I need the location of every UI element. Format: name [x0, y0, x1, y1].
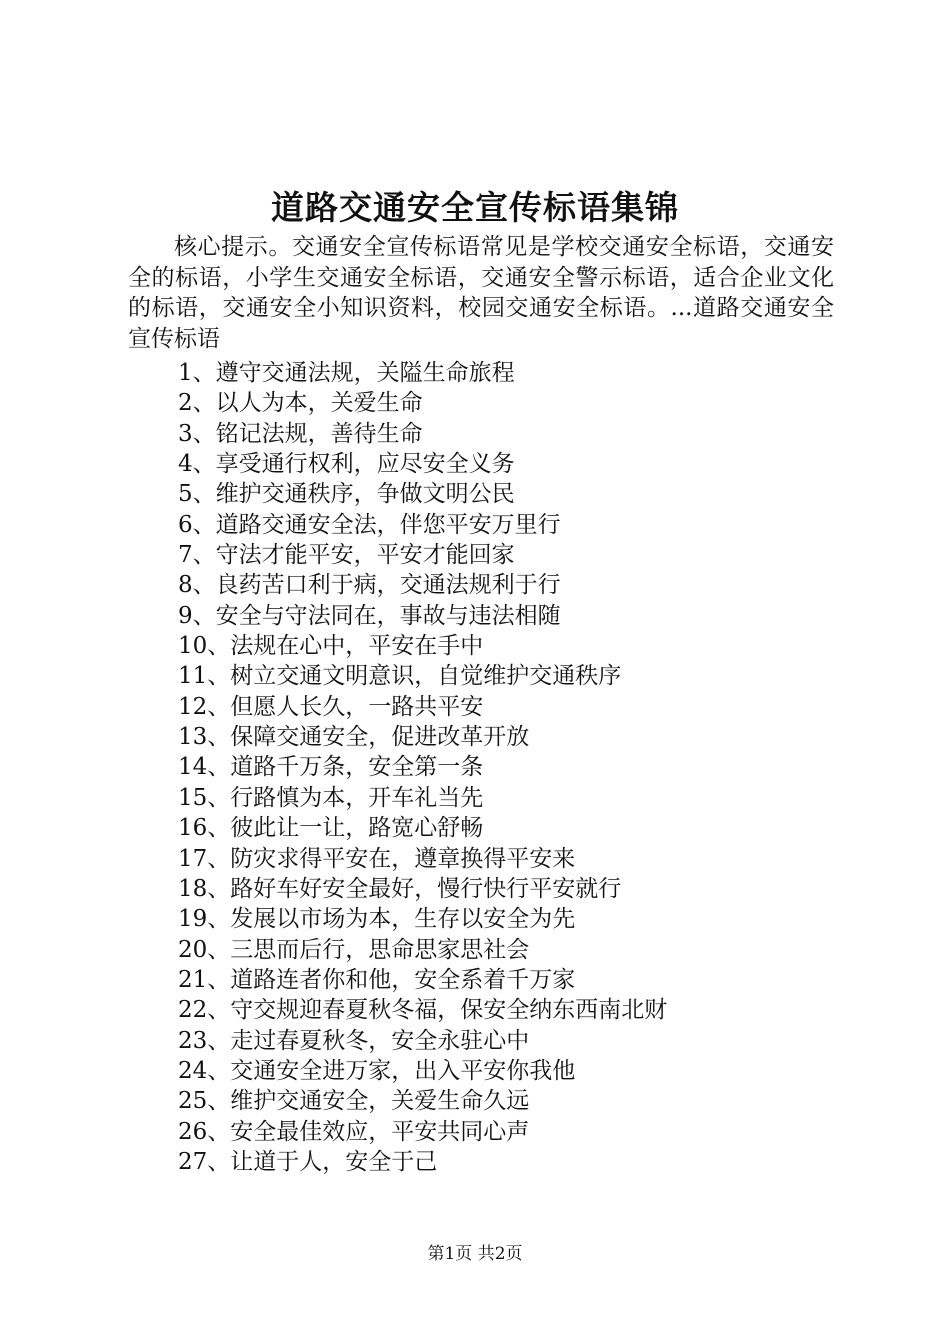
list-item: 18、路好车好安全最好，慢行快行平安就行	[178, 875, 622, 902]
list-item: 22、守交规迎春夏秋冬福，保安全纳东西南北财	[178, 997, 668, 1024]
list-item: 12、但愿人长久，一路共平安	[178, 693, 484, 720]
list-item: 5、维护交通秩序，争做文明公民	[178, 481, 515, 508]
slogan-list	[178, 358, 858, 1177]
list-item: 21、道路连者你和他，安全系着千万家	[178, 966, 576, 993]
list-item: 9、安全与守法同在，事故与违法相随	[178, 602, 561, 629]
list-item: 23、走过春夏秋冬，安全永驻心中	[178, 1027, 530, 1054]
list-item: 11、树立交通文明意识，自觉维护交通秩序	[178, 663, 622, 690]
list-item: 20、三思而后行，思命思家思社会	[178, 936, 530, 963]
page-footer: 第1页 共2页	[427, 1244, 523, 1264]
list-item: 14、道路千万条，安全第一条	[178, 754, 484, 781]
list-item: 19、发展以市场为本，生存以安全为先	[178, 906, 576, 933]
list-item: 24、交通安全进万家，出入平安你我他	[178, 1057, 576, 1084]
list-item: 25、维护交通安全，关爱生命久远	[178, 1088, 530, 1115]
list-item: 6、道路交通安全法，伴您平安万里行	[178, 511, 561, 538]
intro-paragraph: 核心提示。交通安全宣传标语常见是学校交通安全标语，交通安全的标语，小学生交通安全标语，交通安全警示标语，适合企业文化的标语，交通安全小知识资料，校园交通安全标语。...道路交通安全宣传标语	[128, 234, 834, 352]
list-item: 1、遵守交通法规，关隘生命旅程	[178, 360, 515, 386]
list-item: 3、铭记法规，善待生命	[178, 420, 423, 447]
list-item: 15、行路慎为本，开车礼当先	[178, 784, 484, 811]
list-item: 10、法规在心中，平安在手中	[178, 633, 484, 660]
list-item: 4、享受通行权利，应尽安全义务	[178, 451, 515, 478]
document-title: 道路交通安全宣传标语集锦	[271, 188, 679, 227]
list-item: 8、良药苦口利于病，交通法规利于行	[178, 572, 561, 599]
list-item: 26、安全最佳效应，平安共同心声	[178, 1118, 530, 1145]
list-item: 2、以人为本，关爱生命	[178, 390, 423, 417]
list-item: 17、防灾求得平安在，遵章换得平安来	[178, 845, 576, 872]
list-item: 7、守法才能平安，平安才能回家	[178, 542, 515, 569]
list-item: 16、彼此让一让，路宽心舒畅	[178, 815, 484, 842]
list-item: 13、保障交通安全，促进改革开放	[178, 724, 530, 751]
list-item: 27、让道于人，安全于己	[178, 1148, 438, 1175]
